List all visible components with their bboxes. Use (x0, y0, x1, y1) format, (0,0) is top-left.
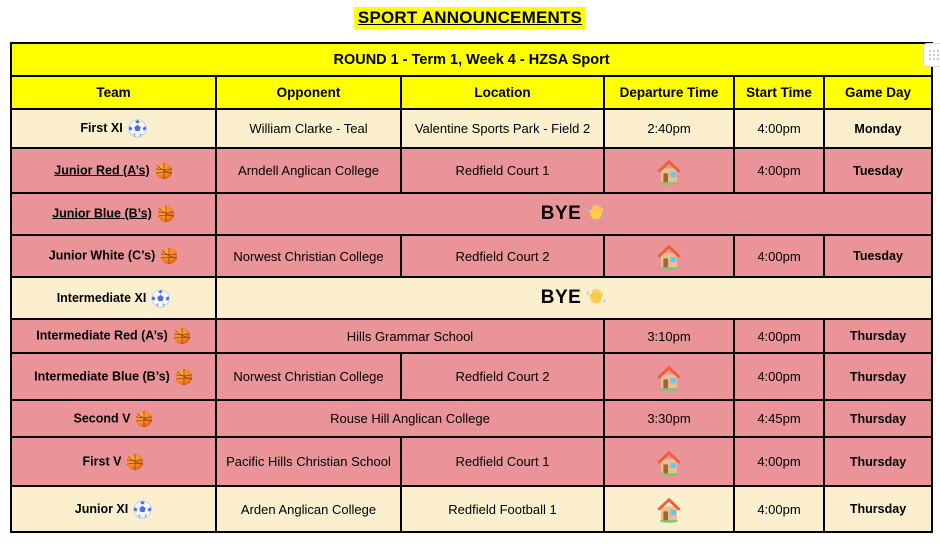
departure-time-cell (604, 400, 734, 437)
page (0, 7, 940, 554)
team-name: Second V (73, 410, 131, 425)
round-header-row (11, 43, 932, 76)
basketball-icon (160, 247, 178, 265)
team-cell (11, 109, 216, 148)
table-row (11, 277, 932, 319)
soccer-ball-icon (128, 119, 147, 138)
bye-label: BYE (540, 203, 582, 224)
location-cell: Redfield Court 2 (401, 235, 604, 277)
game-day-cell: Thursday (824, 353, 932, 400)
table-row (11, 193, 932, 235)
title-bar (0, 7, 940, 29)
departure-time-cell (604, 148, 734, 193)
team-cell (11, 319, 216, 353)
team-name: Junior Blue (B’s) (52, 206, 152, 221)
departure-time-cell (604, 235, 734, 277)
col-header-game-day: Game Day (824, 76, 932, 109)
basketball-icon (157, 205, 175, 223)
waving-hand-icon (586, 287, 607, 308)
drag-dots-icon (928, 49, 940, 61)
opponent-cell: William Clarke - Teal (216, 109, 401, 148)
game-day-cell: Tuesday (824, 148, 932, 193)
start-time-cell: 4:00pm (734, 148, 824, 193)
departure-time: 2:40pm (647, 121, 691, 136)
game-day-cell: Thursday (824, 319, 932, 353)
table-row (11, 353, 932, 400)
game-day-cell: Thursday (824, 486, 932, 532)
team-name: Intermediate Red (A’s) (36, 328, 168, 343)
departure-time-cell (604, 109, 734, 148)
opponent-cell: Arndell Anglican College (216, 148, 401, 193)
soccer-ball-icon (133, 500, 152, 519)
location-cell: Redfield Football 1 (401, 486, 604, 532)
col-header-team: Team (11, 76, 216, 109)
basketball-icon (135, 410, 153, 428)
team-cell (11, 277, 216, 319)
start-time-cell: 4:45pm (734, 400, 824, 437)
team-name: Junior Red (A’s) (54, 162, 150, 177)
team-cell (11, 235, 216, 277)
basketball-icon (126, 453, 144, 471)
waving-hand-icon (586, 203, 607, 224)
col-header-opponent: Opponent (216, 76, 401, 109)
table-row (11, 235, 932, 277)
soccer-ball-icon (151, 289, 170, 308)
team-cell (11, 400, 216, 437)
team-name: Junior XI (74, 501, 129, 516)
start-time-cell: 4:00pm (734, 437, 824, 486)
table-row (11, 109, 932, 148)
team-name: First XI (80, 120, 123, 135)
game-day-cell: Thursday (824, 437, 932, 486)
basketball-icon (173, 327, 191, 345)
opponent-cell: Arden Anglican College (216, 486, 401, 532)
opponent-location-cell: Hills Grammar School (216, 319, 604, 353)
col-header-location: Location (401, 76, 604, 109)
departure-time: 3:30pm (647, 411, 691, 426)
home-icon (654, 362, 684, 392)
col-header-start-time: Start Time (734, 76, 824, 109)
team-name: Junior White (C’s) (48, 248, 156, 263)
departure-time-cell (604, 319, 734, 353)
bye-label: BYE (540, 287, 582, 308)
departure-time-cell (604, 437, 734, 486)
bye-cell (216, 277, 932, 319)
team-cell (11, 193, 216, 235)
drag-handle-icon[interactable] (923, 43, 940, 67)
sport-announcements-table (10, 42, 933, 533)
table-row (11, 148, 932, 193)
game-day-cell: Thursday (824, 400, 932, 437)
start-time-cell: 4:00pm (734, 319, 824, 353)
start-time-cell: 4:00pm (734, 235, 824, 277)
start-time-cell: 4:00pm (734, 109, 824, 148)
start-time-cell: 4:00pm (734, 486, 824, 532)
departure-time-cell (604, 353, 734, 400)
team-name: Intermediate Blue (B’s) (34, 368, 170, 383)
opponent-cell: Norwest Christian College (216, 353, 401, 400)
start-time-cell: 4:00pm (734, 353, 824, 400)
bye-cell (216, 193, 932, 235)
team-cell (11, 353, 216, 400)
opponent-cell: Norwest Christian College (216, 235, 401, 277)
col-header-departure-time: Departure Time (604, 76, 734, 109)
departure-time: 3:10pm (647, 328, 691, 344)
location-cell: Valentine Sports Park - Field 2 (401, 109, 604, 148)
team-cell (11, 486, 216, 532)
team-cell (11, 148, 216, 193)
column-header-row (11, 76, 932, 109)
basketball-icon (155, 162, 173, 180)
team-cell (11, 437, 216, 486)
table-row (11, 319, 932, 353)
home-icon (654, 156, 684, 186)
home-icon (654, 494, 684, 524)
team-name: Intermediate XI (56, 290, 147, 305)
table-row (11, 486, 932, 532)
round-header: ROUND 1 - Term 1, Week 4 - HZSA Sport (11, 43, 932, 76)
opponent-location-cell: Rouse Hill Anglican College (216, 400, 604, 437)
opponent-cell: Pacific Hills Christian School (216, 437, 401, 486)
location-cell: Redfield Court 2 (401, 353, 604, 400)
table-row (11, 400, 932, 437)
departure-time-cell (604, 486, 734, 532)
location-cell: Redfield Court 1 (401, 148, 604, 193)
game-day-cell: Tuesday (824, 235, 932, 277)
home-icon (654, 447, 684, 477)
table-row (11, 437, 932, 486)
basketball-icon (175, 368, 193, 386)
game-day-cell: Monday (824, 109, 932, 148)
team-name: First V (82, 453, 122, 468)
location-cell: Redfield Court 1 (401, 437, 604, 486)
home-icon (654, 241, 684, 271)
page-title: SPORT ANNOUNCEMENTS (354, 7, 586, 29)
